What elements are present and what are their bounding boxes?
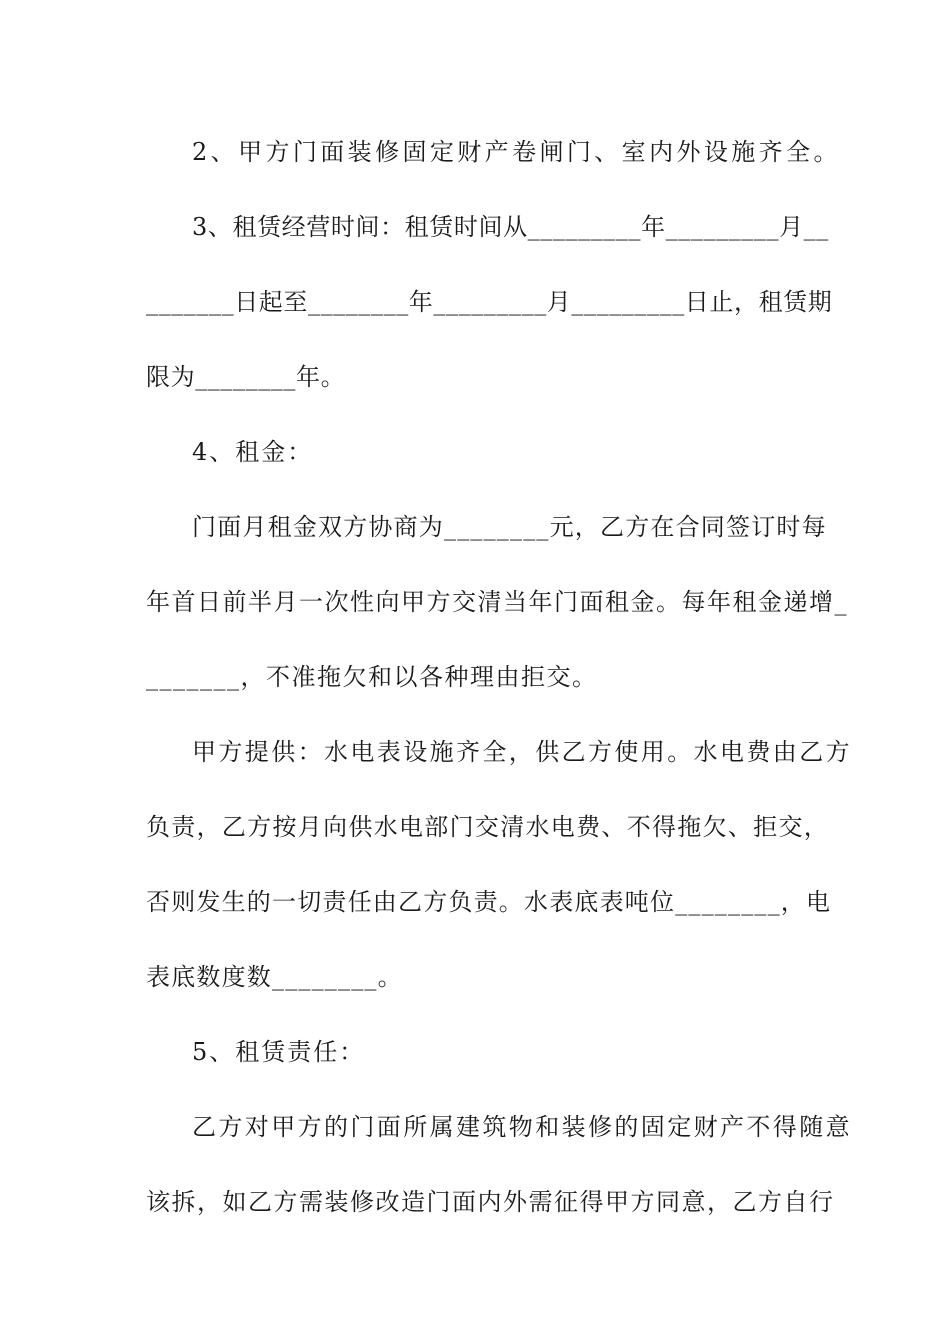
utilities-paragraph-line-2: 负责，乙方按月向供水电部门交清水电费、不得拖欠、拒交， xyxy=(146,813,830,841)
rent-paragraph-line-3: _______，不准拖欠和以各种理由拒交。 xyxy=(146,663,598,691)
rent-paragraph-line-1: 门面月租金双方协商为________元，乙方在合同签订时每 xyxy=(192,513,827,541)
rent-paragraph-line-2: 年首日前半月一次性向甲方交清当年门面租金。每年租金递增_ xyxy=(146,588,848,616)
utilities-paragraph-line-4: 表底数度数________。 xyxy=(146,963,403,991)
clause-3-line-2: _______日起至________年_________月_________日止，租赁期 xyxy=(146,288,833,316)
clause-3-line-1: 3、租赁经营时间：租赁时间从_________年_________月__ xyxy=(192,213,829,241)
clause-5-heading: 5、租赁责任： xyxy=(192,1038,366,1066)
clause-3-line-3: 限为________年。 xyxy=(146,363,346,391)
liability-paragraph-line-2: 该拆，如乙方需装修改造门面内外需征得甲方同意，乙方自行 xyxy=(146,1188,835,1216)
utilities-paragraph-line-3: 否则发生的一切责任由乙方负责。水表底表吨位________，电 xyxy=(146,888,832,916)
clause-2: 2、甲方门面装修固定财产卷闸门、室内外设施齐全。 xyxy=(192,138,841,166)
clause-4-heading: 4、租金： xyxy=(192,438,314,466)
liability-paragraph-line-1: 乙方对甲方的门面所属建筑物和装修的固定财产不得随意 xyxy=(192,1113,852,1141)
utilities-paragraph-line-1: 甲方提供：水电表设施齐全，供乙方使用。水电费由乙方 xyxy=(192,738,852,766)
